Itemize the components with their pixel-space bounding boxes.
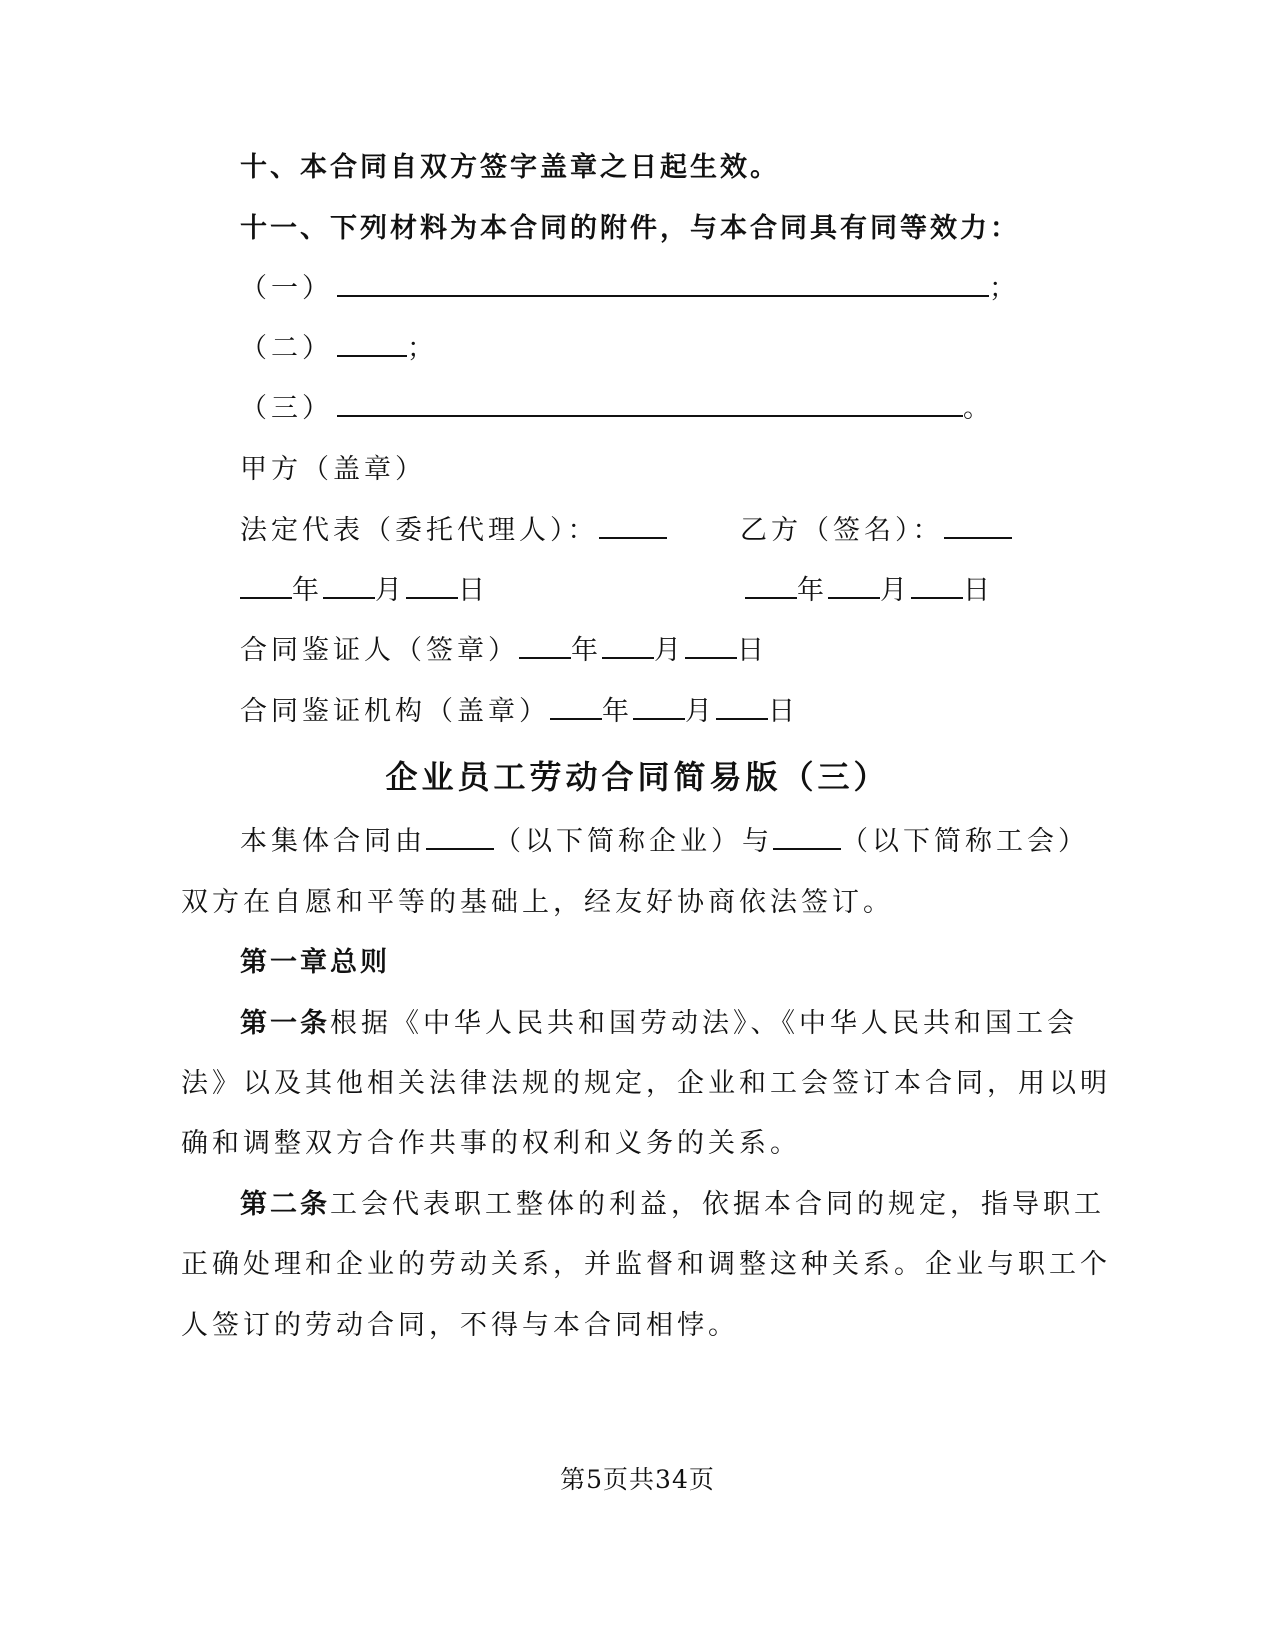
month-label: 月 [654,635,685,666]
attachment-three [240,389,994,429]
month-blank [602,631,654,659]
intro-line-1 [240,822,1089,862]
intro-part-2: （以下简称企业）与 [494,826,773,857]
day-label: 日 [737,635,768,666]
clause-eleven: 十一、下列材料为本合同的附件，与本合同具有同等效力： [240,213,1020,244]
year-blank [550,692,602,720]
attachment-one-blank [337,269,989,297]
intro-part-3: （以下简称工会） [841,826,1089,857]
year-label: 年 [797,575,828,606]
intro-part-1: 本集体合同由 [240,826,426,857]
attachment-two [240,329,438,369]
attachment-three-label: （三） [240,393,333,424]
union-blank [773,822,841,850]
year-label: 年 [602,696,633,727]
year-blank [240,571,292,599]
notary-person-line [240,631,768,671]
month-blank [828,571,880,599]
attachment-three-end: 。 [963,393,994,424]
article-one-line-1 [240,1004,1078,1044]
clause-ten: 十、本合同自双方签字盖章之日起生效。 [240,152,780,183]
article-two-line-3: 人签订的劳动合同，不得与本合同相悖。 [181,1310,739,1341]
legal-rep-blank [599,511,667,539]
article-two-line-2: 正确处理和企业的劳动关系，并监督和调整这种关系。企业与职工个 [181,1249,1111,1280]
article-two-line-1 [240,1185,1105,1225]
article-one-line-3: 确和调整双方合作共事的权利和义务的关系。 [181,1128,801,1159]
attachment-one [240,269,1020,309]
day-blank [406,571,458,599]
party-b-date [745,571,994,611]
attachment-three-blank [337,389,963,417]
day-blank [716,692,768,720]
day-label: 日 [768,696,799,727]
attachment-one-end: ； [989,273,1020,304]
party-b-label: 乙方（签名）： [740,515,944,546]
notary-org-line [240,692,799,732]
day-blank [911,571,963,599]
page-number: 第5页共34页 [560,1465,715,1494]
legal-rep-label: 法定代表（委托代理人）： [240,515,599,546]
party-a-date [240,571,489,611]
notary-org-label: 合同鉴证机构（盖章） [240,696,550,727]
attachment-one-label: （一） [240,273,333,304]
attachment-two-blank [337,329,407,357]
month-blank [323,571,375,599]
notary-person-label: 合同鉴证人（签章） [240,635,519,666]
article-one-label: 第一条 [240,1008,330,1039]
party-a-label: 甲方（盖章） [240,454,426,485]
day-blank [685,631,737,659]
enterprise-blank [426,822,494,850]
day-label: 日 [458,575,489,606]
month-label: 月 [375,575,406,606]
intro-line-2: 双方在自愿和平等的基础上，经友好协商依法签订。 [181,887,894,918]
article-one-text-1: 根据《中华人民共和国劳动法》、《中华人民共和国工会 [330,1008,1078,1039]
party-b-line [740,511,1012,551]
party-b-blank [944,511,1012,539]
attachment-two-end: ； [407,333,438,364]
month-label: 月 [880,575,911,606]
month-blank [633,692,685,720]
month-label: 月 [685,696,716,727]
article-two-text-1: 工会代表职工整体的利益，依据本合同的规定，指导职工 [330,1189,1105,1220]
year-label: 年 [571,635,602,666]
legal-rep-line [240,511,667,551]
year-blank [745,571,797,599]
chapter-heading: 第一章总则 [240,947,390,978]
article-two-label: 第二条 [240,1189,330,1220]
year-label: 年 [292,575,323,606]
day-label: 日 [963,575,994,606]
document-title: 企业员工劳动合同简易版（三） [385,758,890,796]
year-blank [519,631,571,659]
attachment-two-label: （二） [240,333,333,364]
article-one-line-2: 法》以及其他相关法律法规的规定，企业和工会签订本合同，用以明 [181,1068,1111,1099]
